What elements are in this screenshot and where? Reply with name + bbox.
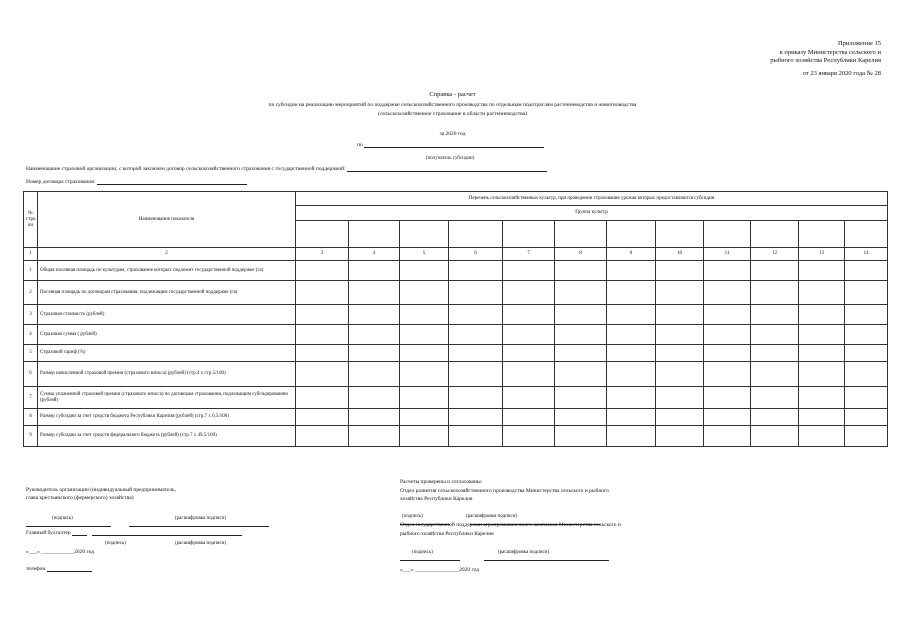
- insurer-field[interactable]: [347, 165, 547, 172]
- dept2-signature-field[interactable]: [400, 556, 460, 561]
- row-label: Страховая стоимость (рублей): [38, 305, 296, 325]
- value-cell[interactable]: [349, 261, 400, 281]
- value-cell[interactable]: [751, 345, 799, 362]
- value-cell[interactable]: [656, 281, 704, 305]
- column-number-row: [24, 248, 888, 261]
- calculation-table: [23, 191, 888, 447]
- accountant-label: Главный бухгалтер: [26, 530, 71, 536]
- value-cell[interactable]: [607, 305, 656, 325]
- row-label: Размер субсидии за счет средств бюджета Республики Карелия (рублей) (стр.7 х 0,5/100): [38, 409, 296, 426]
- value-cell[interactable]: [799, 261, 845, 281]
- value-cell[interactable]: [751, 261, 799, 281]
- dept2-decoding-caption: (расшифровка подписи): [498, 550, 550, 555]
- phone-line: [26, 566, 92, 572]
- row-label: Общая посевная площадь по культурам, страхование которых подлежит государственной поддержке (га): [38, 261, 296, 281]
- crop-name-cell[interactable]: [349, 221, 400, 248]
- annex-line-1: Приложение 15: [837, 40, 881, 47]
- column-number: 9: [607, 248, 656, 261]
- value-cell[interactable]: [656, 387, 704, 409]
- value-cell[interactable]: [503, 281, 555, 305]
- value-cell[interactable]: [503, 325, 555, 345]
- value-cell[interactable]: [799, 345, 845, 362]
- document-title: Справка - расчет: [429, 91, 476, 98]
- row-number: 1: [24, 261, 38, 281]
- value-cell[interactable]: [656, 345, 704, 362]
- row-number: 6: [24, 362, 38, 387]
- crop-name-cell[interactable]: [296, 221, 349, 248]
- column-number: 3: [296, 248, 349, 261]
- recipient-field[interactable]: [364, 141, 544, 148]
- annex-line-3: рыбного хозяйства Республики Карелия: [770, 57, 881, 64]
- value-cell[interactable]: [449, 281, 503, 305]
- value-cell[interactable]: [449, 362, 503, 387]
- value-cell[interactable]: [607, 409, 656, 426]
- value-cell[interactable]: [349, 426, 400, 447]
- table-row: [24, 409, 888, 426]
- value-cell[interactable]: [400, 387, 449, 409]
- column-number: 2: [38, 248, 296, 261]
- value-cell[interactable]: [799, 305, 845, 325]
- title-line-2: (сельскохозяйственное страхование в области растениеводства): [378, 111, 527, 117]
- row-label: Размер субсидии за счет средств федерального бюджета (рублей) (стр.7 х 49,5/100): [38, 426, 296, 447]
- phone-label: телефон: [26, 566, 46, 572]
- right-date-line[interactable]: «___» ________________2020 год: [400, 567, 480, 573]
- row-number: 4: [24, 325, 38, 345]
- value-cell[interactable]: [555, 261, 607, 281]
- value-cell[interactable]: [845, 426, 888, 447]
- annex-line-2: к приказу Министерства сельского и: [779, 48, 881, 56]
- table-row: [24, 362, 888, 387]
- value-cell[interactable]: [503, 362, 555, 387]
- checked-heading: Расчеты проверены и согласованы:: [400, 479, 483, 485]
- value-cell[interactable]: [704, 261, 751, 281]
- contract-label: Номер договора страхования:: [26, 179, 96, 185]
- dept2-signature-caption: (подпись): [412, 550, 433, 555]
- value-cell[interactable]: [555, 345, 607, 362]
- value-cell[interactable]: [607, 281, 656, 305]
- accountant-decoding-caption: (расшифровка подписи): [175, 541, 227, 546]
- recipient-line: [357, 141, 544, 148]
- value-cell[interactable]: [845, 409, 888, 426]
- value-cell[interactable]: [503, 387, 555, 409]
- value-cell[interactable]: [296, 345, 349, 362]
- value-cell[interactable]: [449, 345, 503, 362]
- value-cell[interactable]: [704, 281, 751, 305]
- crop-name-cell[interactable]: [704, 221, 751, 248]
- head-signature-caption: (подпись): [52, 516, 73, 521]
- value-cell[interactable]: [400, 345, 449, 362]
- value-cell[interactable]: [607, 362, 656, 387]
- value-cell[interactable]: [296, 387, 349, 409]
- value-cell[interactable]: [400, 426, 449, 447]
- crop-name-cell[interactable]: [656, 221, 704, 248]
- dept1-line-2: хозяйства Республики Карелия: [400, 496, 473, 502]
- value-cell[interactable]: [607, 387, 656, 409]
- row-number: 9: [24, 426, 38, 447]
- value-cell[interactable]: [799, 409, 845, 426]
- value-cell[interactable]: [503, 409, 555, 426]
- value-cell[interactable]: [845, 305, 888, 325]
- crop-name-cell[interactable]: [799, 221, 845, 248]
- value-cell[interactable]: [607, 261, 656, 281]
- value-cell[interactable]: [449, 305, 503, 325]
- column-number: 14: [845, 248, 888, 261]
- header-indicator-name: Наименование показателя: [38, 192, 296, 248]
- value-cell[interactable]: [751, 305, 799, 325]
- accountant-decoding-field[interactable]: [92, 530, 242, 536]
- value-cell[interactable]: [656, 325, 704, 345]
- row-label: Страховой тариф (%): [38, 345, 296, 362]
- table-row: [24, 387, 888, 409]
- phone-field[interactable]: [47, 566, 92, 572]
- row-number: 5: [24, 345, 38, 362]
- value-cell[interactable]: [845, 325, 888, 345]
- value-cell[interactable]: [799, 281, 845, 305]
- row-label: Посевная площадь по договорам страхования, подлежащим государственной поддержке (га): [38, 281, 296, 305]
- value-cell[interactable]: [845, 345, 888, 362]
- crop-name-cell[interactable]: [400, 221, 449, 248]
- value-cell[interactable]: [751, 387, 799, 409]
- column-number: 5: [400, 248, 449, 261]
- value-cell[interactable]: [400, 261, 449, 281]
- value-cell[interactable]: [751, 362, 799, 387]
- value-cell[interactable]: [400, 362, 449, 387]
- column-number: 10: [656, 248, 704, 261]
- table-row: [24, 261, 888, 281]
- value-cell[interactable]: [555, 362, 607, 387]
- value-cell[interactable]: [349, 409, 400, 426]
- insurer-line: [26, 165, 547, 172]
- right-signature-block: [400, 478, 609, 504]
- recipient-prefix: по: [357, 142, 363, 148]
- crop-name-cell[interactable]: [503, 221, 555, 248]
- crop-name-cell[interactable]: [449, 221, 503, 248]
- value-cell[interactable]: [704, 387, 751, 409]
- value-cell[interactable]: [449, 387, 503, 409]
- row-number: 8: [24, 409, 38, 426]
- value-cell[interactable]: [503, 261, 555, 281]
- value-cell[interactable]: [799, 325, 845, 345]
- dept1-line-1: Отдел развития сельскохозяйственного производства Министерства сельского и рыбного: [400, 487, 609, 494]
- table-row: [24, 281, 888, 305]
- header-crop-list: Перечень сельскохозяйственных культур, при проведении страхования урожая которых предоставляются субсидии: [296, 192, 888, 206]
- value-cell[interactable]: [704, 409, 751, 426]
- value-cell[interactable]: [555, 325, 607, 345]
- value-cell[interactable]: [607, 426, 656, 447]
- value-cell[interactable]: [656, 305, 704, 325]
- insurer-label: Наименование страховой организации, с которой заключен договор сельскохозяйственного страхования с государственной поддержкой:: [26, 166, 346, 172]
- accountant-signature-caption: (подпись): [105, 541, 126, 546]
- head-decoding-field[interactable]: [129, 522, 269, 527]
- value-cell[interactable]: [751, 281, 799, 305]
- head-signature-field[interactable]: [26, 522, 111, 527]
- value-cell[interactable]: [400, 409, 449, 426]
- header-crop-group: Группа культур: [296, 206, 888, 221]
- header-row-number: № стро ки: [24, 192, 38, 248]
- value-cell[interactable]: [400, 325, 449, 345]
- row-number: 7: [24, 387, 38, 409]
- dept2-line-2: рыбного хозяйства Республики Карелия: [400, 530, 494, 537]
- table-row: [24, 426, 888, 447]
- value-cell[interactable]: [296, 305, 349, 325]
- value-cell[interactable]: [503, 305, 555, 325]
- head-title-line-2: глава крестьянского (фермерского) хозяйства): [26, 495, 134, 501]
- value-cell[interactable]: [503, 426, 555, 447]
- head-decoding-caption: (расшифровка подписи): [175, 516, 227, 521]
- value-cell[interactable]: [704, 345, 751, 362]
- value-cell[interactable]: [400, 305, 449, 325]
- head-title-line-1: Руководитель организации (индивидуальный предприниматель,: [26, 487, 176, 493]
- dept1-decoding-caption: (расшифровка подписи): [466, 514, 518, 519]
- row-label: Страховая сумма ( рублей): [38, 325, 296, 345]
- value-cell[interactable]: [845, 362, 888, 387]
- value-cell[interactable]: [845, 387, 888, 409]
- table-row: [24, 325, 888, 345]
- annex-header: [770, 40, 881, 78]
- value-cell[interactable]: [704, 426, 751, 447]
- value-cell[interactable]: [296, 362, 349, 387]
- value-cell[interactable]: [296, 409, 349, 426]
- value-cell[interactable]: [555, 409, 607, 426]
- value-cell[interactable]: [656, 426, 704, 447]
- value-cell[interactable]: [400, 281, 449, 305]
- left-signature-block: [26, 486, 176, 502]
- left-date-line[interactable]: «___» ____________2020 год: [26, 549, 95, 555]
- value-cell[interactable]: [799, 362, 845, 387]
- value-cell[interactable]: [555, 305, 607, 325]
- value-cell[interactable]: [349, 281, 400, 305]
- value-cell[interactable]: [296, 261, 349, 281]
- value-cell[interactable]: [503, 345, 555, 362]
- value-cell[interactable]: [555, 426, 607, 447]
- value-cell[interactable]: [799, 426, 845, 447]
- column-number: 4: [349, 248, 400, 261]
- column-number: 8: [555, 248, 607, 261]
- column-number: 13: [799, 248, 845, 261]
- value-cell[interactable]: [751, 325, 799, 345]
- crop-name-cell[interactable]: [607, 221, 656, 248]
- value-cell[interactable]: [607, 325, 656, 345]
- contract-field[interactable]: [97, 178, 247, 185]
- value-cell[interactable]: [845, 281, 888, 305]
- value-cell[interactable]: [349, 387, 400, 409]
- crop-name-cell[interactable]: [555, 221, 607, 248]
- accountant-line: [26, 530, 242, 536]
- value-cell[interactable]: [656, 362, 704, 387]
- value-cell[interactable]: [704, 305, 751, 325]
- column-number: 7: [503, 248, 555, 261]
- value-cell[interactable]: [349, 325, 400, 345]
- value-cell[interactable]: [799, 387, 845, 409]
- row-number: 3: [24, 305, 38, 325]
- value-cell[interactable]: [349, 362, 400, 387]
- value-cell[interactable]: [704, 325, 751, 345]
- row-label: Сумма уплаченной страховой премии (страхового взноса) по договорам страхования, подлежащим субсидированию (рублей): [38, 387, 296, 409]
- dept2-line-1: Отдел государственной поддержки агропромышленного комплекса Министерства сельского и: [400, 522, 621, 528]
- value-cell[interactable]: [449, 409, 503, 426]
- column-number: 6: [449, 248, 503, 261]
- value-cell[interactable]: [349, 305, 400, 325]
- value-cell[interactable]: [555, 281, 607, 305]
- value-cell[interactable]: [449, 426, 503, 447]
- value-cell[interactable]: [449, 325, 503, 345]
- crop-name-cell[interactable]: [845, 221, 888, 248]
- value-cell[interactable]: [845, 261, 888, 281]
- value-cell[interactable]: [656, 261, 704, 281]
- value-cell[interactable]: [704, 362, 751, 387]
- value-cell[interactable]: [751, 426, 799, 447]
- table-row: [24, 305, 888, 325]
- dept2-block: [400, 521, 621, 538]
- table-row: [24, 345, 888, 362]
- column-number: 12: [751, 248, 799, 261]
- value-cell[interactable]: [296, 325, 349, 345]
- row-label: Размер начисленной страховой премии (страхового взноса) (рублей) (стр.4 х стр.5/100): [38, 362, 296, 387]
- dept2-decoding-field[interactable]: [484, 556, 609, 561]
- column-number: 11: [704, 248, 751, 261]
- value-cell[interactable]: [656, 409, 704, 426]
- annex-line-4: от 23 января 2020 года № 28: [802, 69, 881, 77]
- dept1-signature-caption: (подпись): [402, 514, 423, 519]
- crop-name-cell[interactable]: [751, 221, 799, 248]
- contract-line: [26, 178, 247, 185]
- value-cell[interactable]: [349, 345, 400, 362]
- value-cell[interactable]: [296, 281, 349, 305]
- accountant-signature-field[interactable]: [72, 530, 87, 536]
- value-cell[interactable]: [296, 426, 349, 447]
- recipient-caption: (получатель субсидии): [426, 156, 475, 161]
- column-number: 1: [24, 248, 38, 261]
- title-line-1: по субсидии на реализацию мероприятий по поддержке сельскохозяйственного производства по отдельным подотраслям растениеводства и животноводства: [268, 102, 637, 108]
- value-cell[interactable]: [751, 409, 799, 426]
- row-number: 2: [24, 281, 38, 305]
- value-cell[interactable]: [449, 261, 503, 281]
- report-period: за 2020 год: [439, 131, 466, 137]
- value-cell[interactable]: [555, 387, 607, 409]
- value-cell[interactable]: [607, 345, 656, 362]
